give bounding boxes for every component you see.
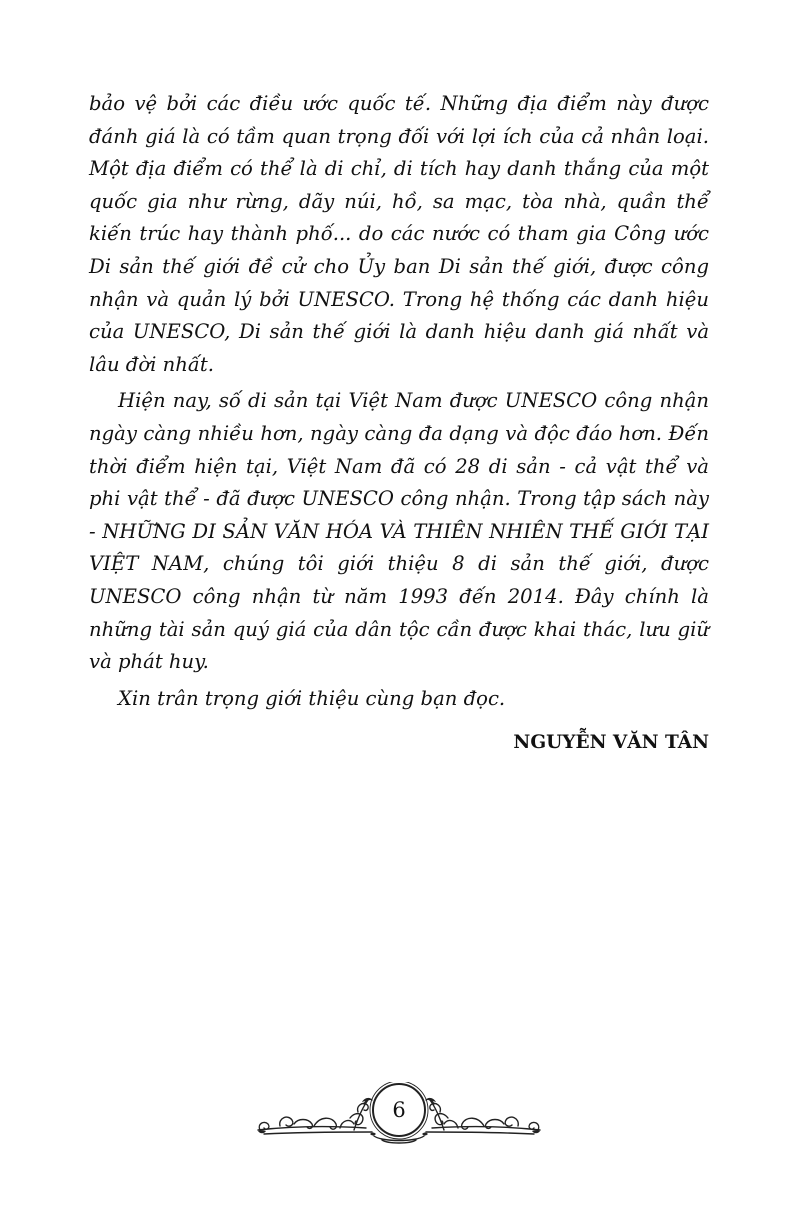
page-body: [89, 88, 709, 759]
author-signature: NGUYỄN VĂN TÂN: [513, 732, 709, 754]
paragraph-closing: Xin trân trọng giới thiệu cùng bạn đọc.: [118, 686, 506, 710]
page-number: 6: [392, 1098, 406, 1122]
paragraph-continued: bảo vệ bởi các điều ước quốc tế. Những địa điểm này được đánh giá là có tầm quan trọng đối với lợi ích của cả nhân loại. Một địa điểm có thể là di chỉ, di tích hay danh thắng của một quốc gia như rừng, dãy núi, hồ, sa mạc, tòa nhà, quần thể kiến trúc hay thành phố... do các nước có tham gia Công ước Di sản thế giới đề cử cho Ủy ban Di sản thế giới, được công nhận và quản lý bởi UNESCO. Trong hệ thống các danh hiệu của UNESCO, Di sản thế giới là danh hiệu danh giá nhất và lâu đời nhất.: [89, 92, 709, 376]
paragraph-heritage-vietnam: Hiện nay, số di sản tại Việt Nam được UNESCO công nhận ngày càng nhiều hơn, ngày càng đa dạng và độc đáo hơn. Đến thời điểm hiện tại, Việt Nam đã có 28 di sản - cả vật thể và phi vật thể - đã được UNESCO công nhận. Trong tập sách này - NHỮNG DI SẢN VĂN HÓA VÀ THIÊN NHIÊN THẾ GIỚI TẠI VIỆT NAM, chúng tôi giới thiệu 8 di sản thế giới, được UNESCO công nhận từ năm 1993 đến 2014. Đây chính là những tài sản quý giá của dân tộc cần được khai thác, lưu giữ và phát huy.: [89, 389, 709, 674]
